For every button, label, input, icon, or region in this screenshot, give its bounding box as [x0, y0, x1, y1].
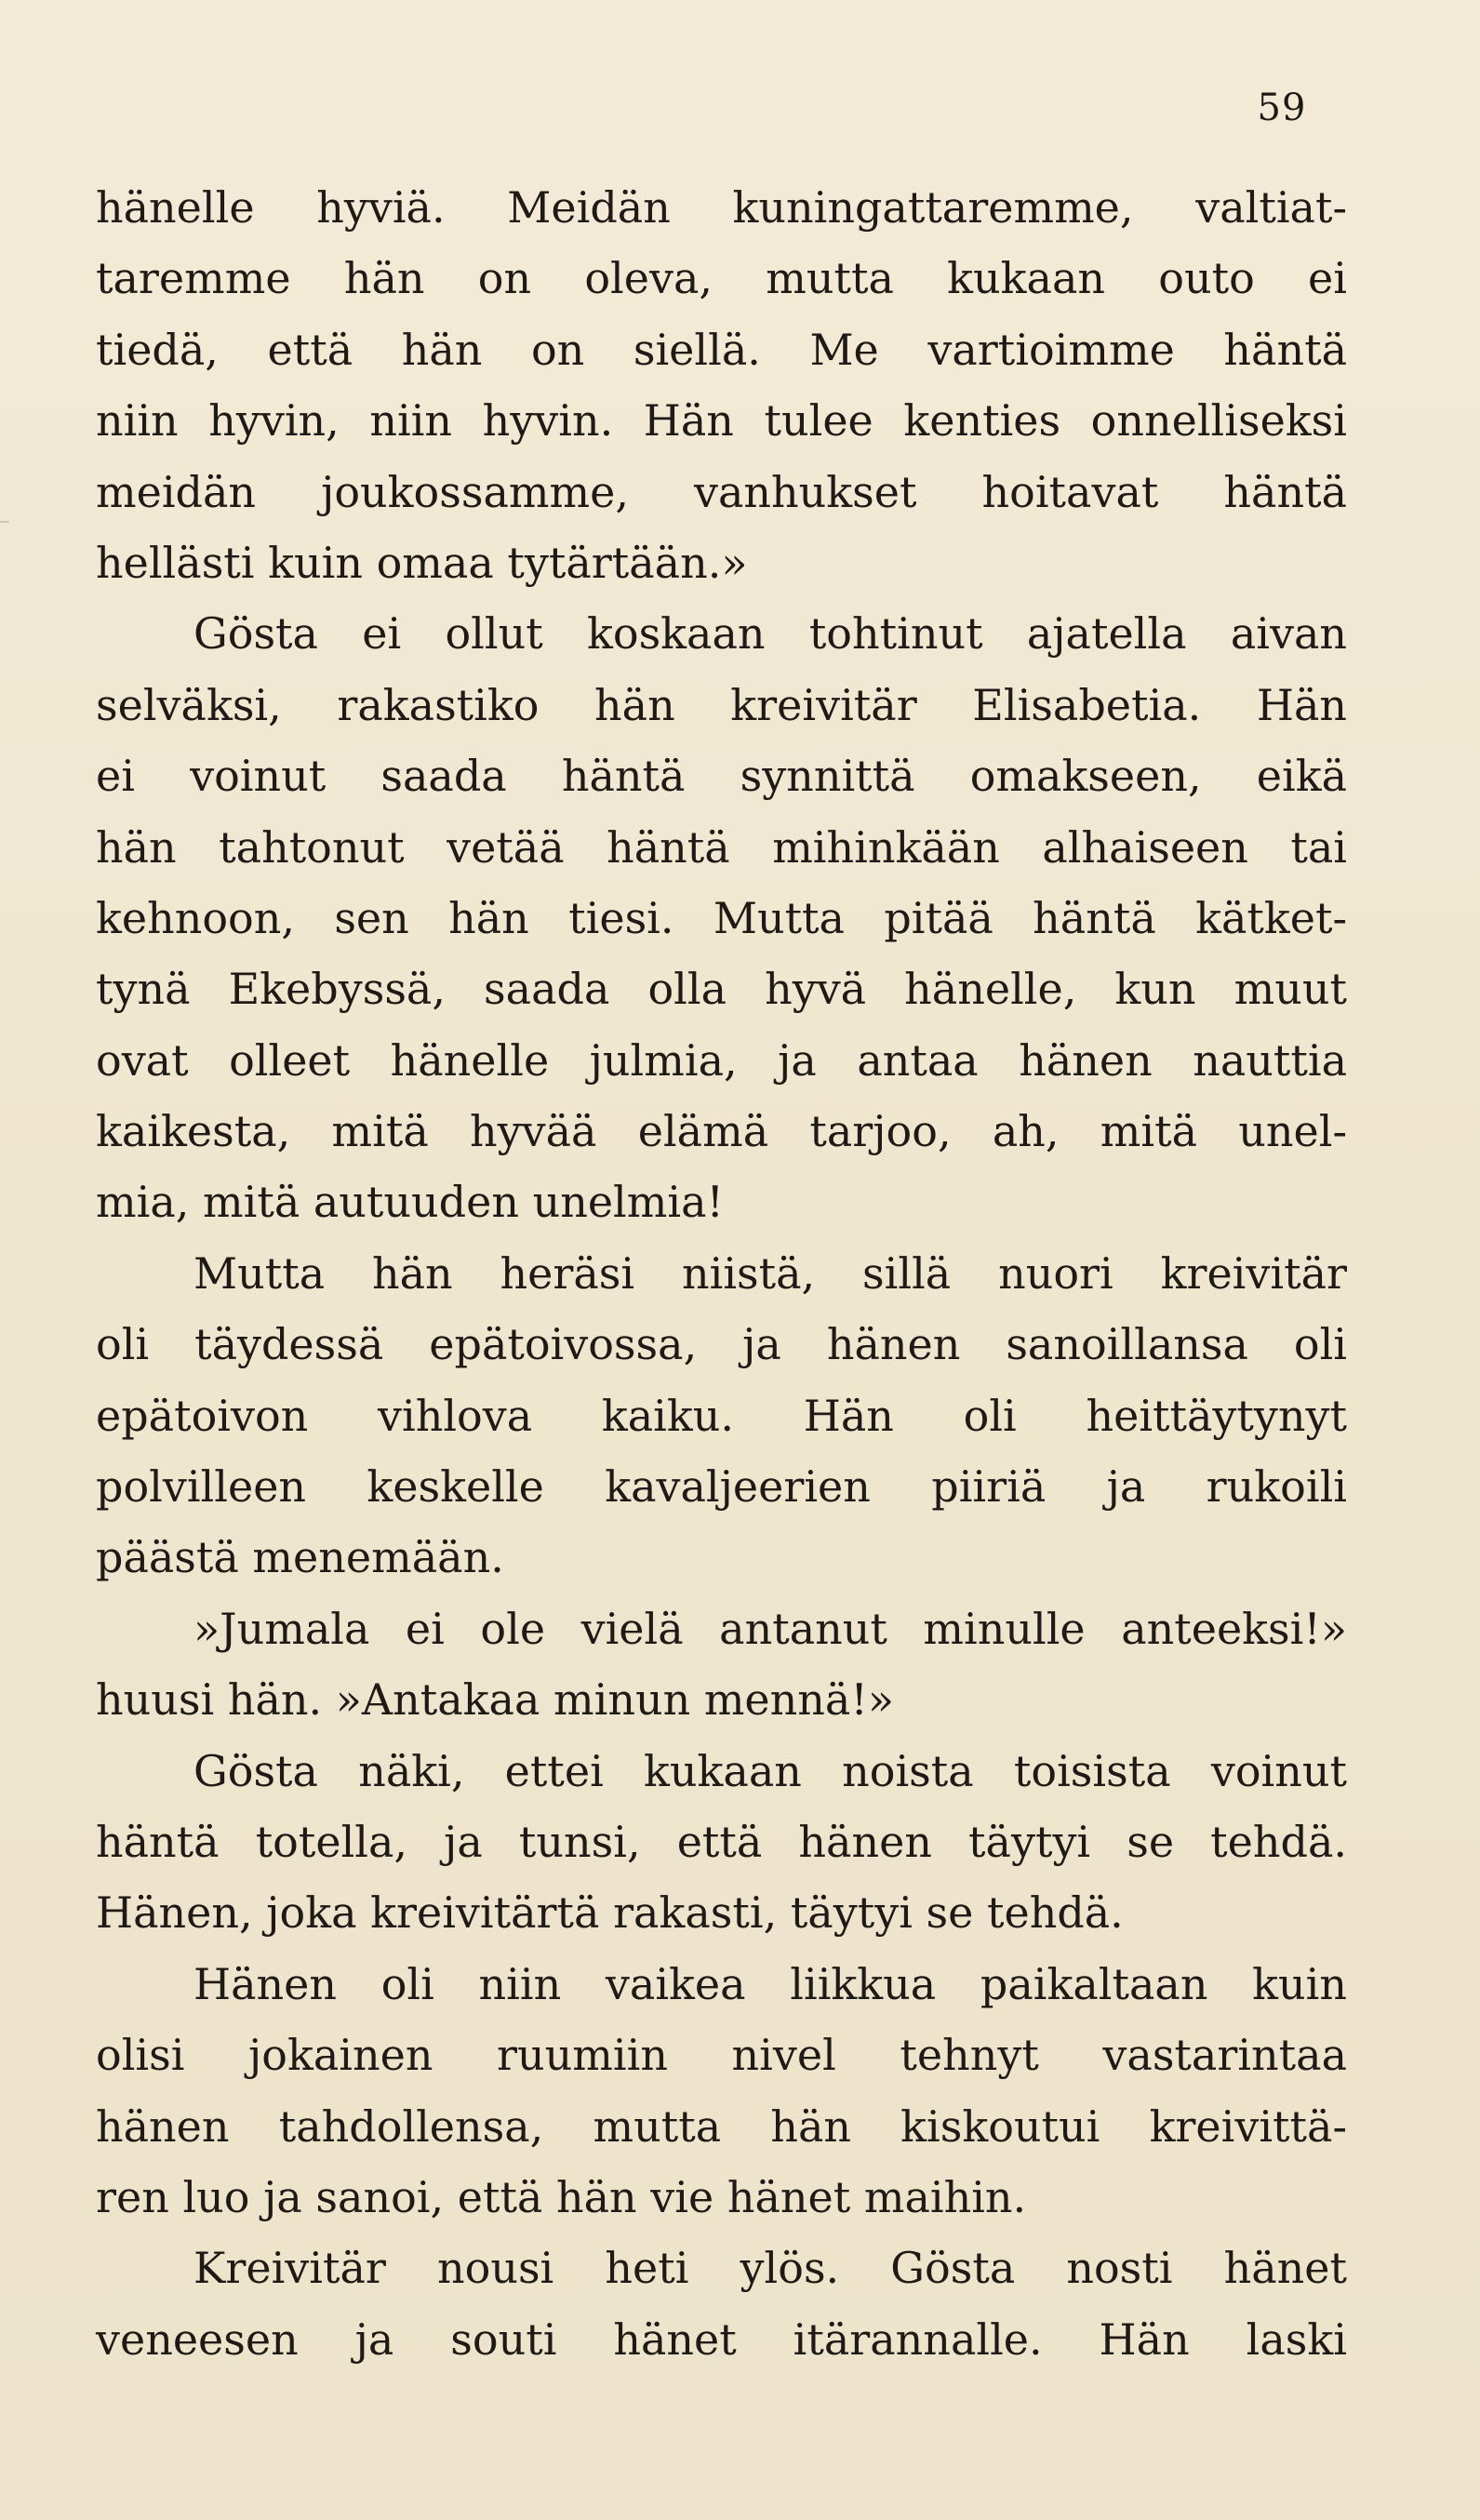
text-line: Gösta näki, ettei kukaan noista toisista voinut: [193, 1745, 1347, 1796]
text-line: Mutta hän heräsi niistä, sillä nuori kreivitär: [193, 1247, 1347, 1299]
text-line: ei voinut saada häntä synnittä omakseen, eikä: [96, 751, 1347, 802]
page-number: 59: [1257, 87, 1307, 129]
text-line: veneesen ja souti hänet itärannalle. Hän laski: [96, 2313, 1347, 2365]
text-line: hellästi kuin omaa tytärtään.»: [96, 537, 748, 588]
text-line: mia, mitä autuuden unelmia!: [96, 1177, 724, 1228]
text-line: hän tahtonut vetää häntä mihinkään alhaiseen tai: [96, 821, 1347, 873]
margin-mark: [0, 521, 9, 523]
text-line: ovat olleet hänelle julmia, ja antaa hänen nauttia: [96, 1034, 1347, 1086]
body-text: [96, 172, 1347, 2375]
text-line: »Jumala ei ole vielä antanut minulle anteeksi!»: [193, 1603, 1347, 1654]
text-line: taremme hän on oleva, mutta kukaan outo ei: [96, 253, 1347, 304]
text-line: tiedä, että hän on siellä. Me vartioimme häntä: [96, 324, 1347, 375]
text-line: päästä menemään.: [96, 1532, 504, 1583]
text-line: Gösta ei ollut koskaan tohtinut ajatella aivan: [193, 608, 1347, 660]
text-line: hänelle hyviä. Meidän kuningattaremme, valtiat-: [96, 182, 1347, 233]
text-line: kehnoon, sen hän tiesi. Mutta pitää häntä kätket-: [96, 892, 1347, 943]
text-line: häntä totella, ja tunsi, että hänen täytyi se tehdä.: [96, 1816, 1347, 1867]
text-line: epätoivon vihlova kaiku. Hän oli heittäytynyt: [96, 1390, 1347, 1441]
text-line: Kreivitär nousi heti ylös. Gösta nosti hänet: [193, 2243, 1347, 2294]
text-line: ren luo ja sanoi, että hän vie hänet maihin.: [96, 2171, 1027, 2222]
text-line: Hänen, joka kreivitärtä rakasti, täytyi se tehdä.: [96, 1887, 1124, 1939]
text-line: selväksi, rakastiko hän kreivitär Elisabetia. Hän: [96, 679, 1347, 730]
text-line: hänen tahdollensa, mutta hän kiskoutui kreivittä-: [96, 2100, 1347, 2152]
text-line: polvilleen keskelle kavaljeerien piiriä ja rukoili: [96, 1461, 1347, 1513]
text-line: oli täydessä epätoivossa, ja hänen sanoillansa oli: [96, 1319, 1347, 1370]
text-line: niin hyvin, niin hyvin. Hän tulee kenties onnelliseksi: [96, 395, 1347, 447]
text-line: huusi hän. »Antakaa minun mennä!»: [96, 1674, 894, 1726]
text-line: olisi jokainen ruumiin nivel tehnyt vastarintaa: [96, 2030, 1347, 2081]
text-line: tynä Ekebyssä, saada olla hyvä hänelle, kun muut: [96, 964, 1347, 1015]
text-line: Hänen oli niin vaikea liikkua paikaltaan kuin: [193, 1958, 1347, 2009]
text-line: meidän joukossamme, vanhukset hoitavat häntä: [96, 466, 1347, 517]
text-line: kaikesta, mitä hyvää elämä tarjoo, ah, mitä unel-: [96, 1106, 1347, 1157]
